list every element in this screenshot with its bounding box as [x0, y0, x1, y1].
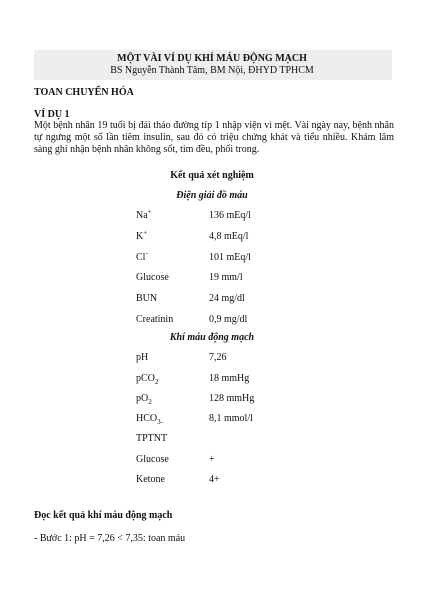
lab-name-creatinin: Creatinin	[136, 314, 174, 325]
lab-value-urine-glucose: +	[209, 454, 215, 465]
results-heading: Kết quả xét nghiệm	[170, 170, 254, 181]
lab-name-glucose: Glucose	[136, 272, 169, 283]
lab-value-glucose: 19 mm/l	[209, 272, 243, 283]
lab-name-bun: BUN	[136, 293, 158, 304]
lab-name-ketone: Ketone	[136, 474, 165, 485]
document-author: BS Nguyễn Thành Tâm, BM Nội, ĐHYD TPHCM	[110, 65, 314, 76]
lab-name-urine-glucose: Glucose	[136, 454, 169, 465]
case-paragraph: Một bệnh nhân 19 tuổi bị đái tháo đường típ 1 nhập viện vì mệt. Vài ngày nay, bệnh nhân tự ngưng một số lần tiêm insulin, sau đó có triệu chứng khát và tiểu nhiều. Khám lâm sàng ghi nhận bệnh nhân không sốt, tim đều, phổi trong.	[34, 120, 394, 155]
lab-name-cl: Cl-	[136, 249, 148, 263]
urine-heading: TPTNT	[136, 433, 168, 444]
lab-value-pco2: 18 mmHg	[209, 373, 250, 384]
lab-name-ph: pH	[136, 352, 149, 363]
section-heading: TOAN CHUYỂN HÓA	[34, 87, 134, 98]
lab-value-ketone: 4+	[209, 474, 220, 485]
document-title: MỘT VÀI VÍ DỤ KHÍ MÁU ĐỘNG MẠCH	[117, 53, 307, 64]
lab-name-hco3: $HCO_{3-}$	[136, 413, 163, 426]
lab-value-hco3: 8,1 mmol/l	[209, 413, 253, 424]
lab-name-po2: $pO_2$	[136, 393, 152, 406]
abg-heading: Khí máu động mạch	[169, 332, 255, 343]
example-heading: VÍ DỤ 1	[34, 109, 70, 120]
lab-value-ph: 7,26	[209, 352, 227, 363]
lab-value-bun: 24 mg/dl	[209, 293, 245, 304]
lab-value-cl: 101 mEq/l	[209, 252, 251, 263]
lab-value-k: 4,8 mEq/l	[209, 231, 249, 242]
electrolytes-heading: Điện giải đồ máu	[176, 190, 248, 201]
lab-name-pco2: pCO$_2$	[136, 373, 159, 386]
lab-value-creatinin: 0,9 mg/dl	[209, 314, 248, 325]
lab-name-k: K+	[136, 228, 148, 242]
reading-heading: Đọc kết quả khí máu động mạch	[34, 510, 173, 521]
reading-step-1: - Bước 1: pH = 7,26 < 7,35: toan máu	[34, 533, 186, 544]
lab-value-na: 136 mEq/l	[209, 210, 251, 221]
lab-value-po2: 128 mmHg	[209, 393, 255, 404]
lab-name-na: Na+	[136, 207, 152, 221]
